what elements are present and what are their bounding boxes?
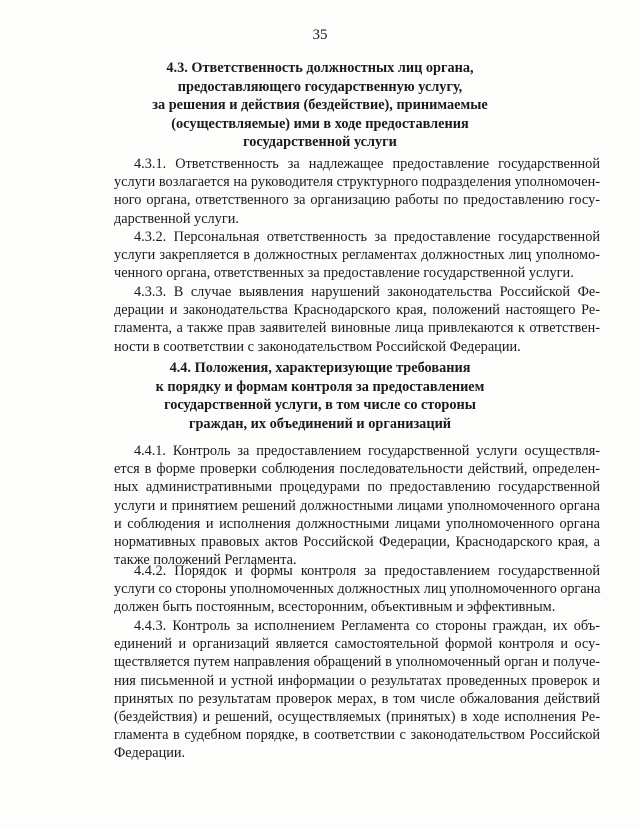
paragraph-4-4-2: [114, 562, 600, 617]
text-line: ществляется путем направления обращений в уполномоченный орган и получе-: [114, 654, 600, 671]
text-line: 4.4.1. Контроль за предоставлением государственной услуги осуществля-: [134, 443, 600, 459]
text-line: услуги со стороны уполномоченных должностных лиц уполномоченного органа: [114, 581, 601, 598]
text-line: ных административными процедурами по предоставлению государственной: [114, 479, 600, 496]
paragraph-4-3-2: [114, 228, 600, 283]
text-line: ного органа, ответственного за организацию работы по предоставлению госу-: [114, 192, 600, 209]
heading-line: к порядку и формам контроля за предоставлением: [155, 378, 485, 395]
section-4-3-heading: [100, 59, 540, 152]
paragraph-4-3-1: [114, 155, 600, 228]
heading-line: государственной услуги: [243, 134, 397, 151]
text-line: Федерации.: [114, 745, 186, 762]
text-line: дарственной услуги.: [114, 210, 239, 227]
heading-line: предоставляющего государственную услугу,: [177, 78, 463, 95]
paragraph-4-3-3: [114, 283, 600, 356]
text-line: должен быть постоянным, всесторонним, объективным и эффективным.: [114, 599, 556, 616]
heading-line: (осуществляемые) ими в ходе предоставления: [171, 115, 469, 132]
paragraph-4-4-3: [114, 617, 600, 763]
text-line: 4.3.3. В случае выявления нарушений законодательства Российской Фе-: [134, 284, 600, 300]
text-line: 4.4.3. Контроль за исполнением Регламента со стороны граждан, их объ-: [134, 618, 600, 634]
text-line: 4.3.2. Персональная ответственность за предоставление государственной: [134, 229, 600, 245]
text-line: дерации и законодательства Краснодарского края, положений настоящего Ре-: [114, 302, 600, 319]
text-line: принятых по результатам проверок мерах, в том числе обжалования действий: [114, 690, 600, 707]
text-line: гламента, а также прав заявителей виновные лица привлекаются к ответствен-: [114, 320, 600, 337]
heading-line: 4.4. Положения, характеризующие требования: [169, 360, 471, 376]
text-line: услуги закрепляется в должностных регламентах должностных лиц уполномо-: [114, 247, 600, 264]
heading-line: за решения и действия (бездействие), принимаемые: [152, 97, 488, 114]
text-line: ется в форме проверки соблюдения последовательности действий, определен-: [114, 461, 600, 478]
text-line: 4.3.1. Ответственность за надлежащее предоставление государственной: [134, 156, 600, 172]
text-line: ния письменной и устной информации о результатах проведенных проверок и: [114, 672, 600, 689]
section-4-4-heading: [100, 359, 540, 433]
text-line: единений и организаций является самостоятельной формой контроля и осу-: [114, 636, 600, 653]
text-line: гламента в судебном порядке, в соответствии с законодательством Российской: [114, 727, 600, 744]
page-number: 35: [312, 27, 328, 43]
text-line: услуги возлагается на руководителя структурного подразделения уполномочен-: [114, 174, 600, 191]
text-line: также положений Регламента.: [114, 552, 297, 569]
heading-line: государственной услуги, в том числе со стороны: [164, 397, 476, 414]
text-line: и соблюдения и исполнения должностными лицами уполномоченного органа: [114, 515, 600, 532]
text-line: 4.4.2. Порядок и формы контроля за предоставлением государственной: [134, 563, 600, 579]
text-line: нормативных правовых актов Российской Федерации, Краснодарского края, а: [114, 534, 600, 551]
text-line: (бездействия) и решений, осуществляемых (принятых) в ходе исполнения Ре-: [114, 709, 600, 726]
paragraph-4-4-1: [114, 442, 600, 569]
text-line: услуги и принятием решений должностными лицами уполномоченного органа: [114, 497, 600, 514]
heading-line: 4.3. Ответственность должностных лиц органа,: [166, 60, 474, 76]
heading-line: граждан, их объединений и организаций: [188, 415, 452, 432]
text-line: ченного органа, ответственных за предоставление государственной услуги.: [114, 265, 574, 282]
text-line: ности в соответствии с законодательством Российской Федерации.: [114, 338, 521, 355]
